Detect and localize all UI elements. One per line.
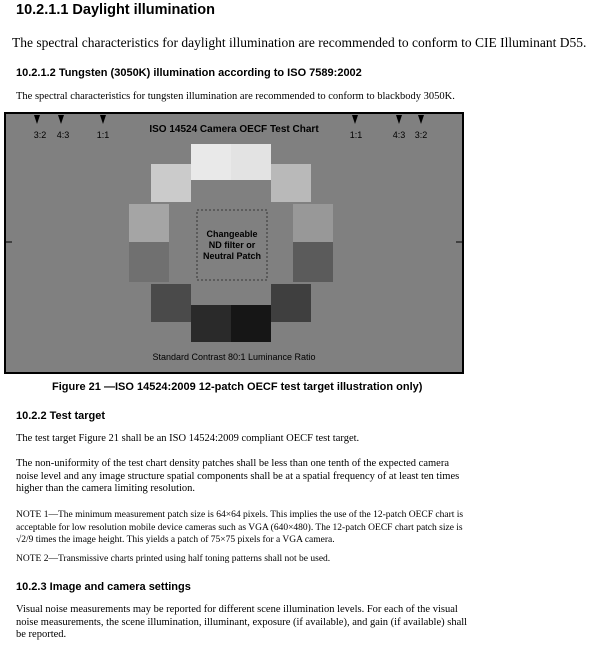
note-1 <box>16 509 463 547</box>
center-label-line-3: Neutral Patch <box>202 251 262 261</box>
note-2: NOTE 2—Transmissive charts printed using half toning patterns shall not be used. <box>16 554 331 564</box>
test-target-p2-line: higher than the camera limiting resolution. <box>16 483 196 494</box>
patch-6 <box>293 204 333 242</box>
patch-1 <box>191 144 231 180</box>
patch-11 <box>191 305 231 342</box>
ratio-label-right-11: 1:1 <box>349 130 363 140</box>
contrast-label: Standard Contrast 80:1 Luminance Ratio <box>152 352 316 362</box>
heading-image-camera: 10.2.3 Image and camera settings <box>16 581 191 593</box>
chart-title: ISO 14524 Camera OECF Test Chart <box>149 124 319 135</box>
patch-3 <box>151 164 191 202</box>
note-1-line: NOTE 1—The minimum measurement patch size is 64×64 pixels. This implies the use of the 12-patch OECF chart is <box>16 510 464 520</box>
image-camera-line: be reported. <box>16 629 67 640</box>
patch-10 <box>271 284 311 322</box>
figure-caption: Figure 21 —ISO 14524:2009 12-patch OECF test target illustration only) <box>52 381 423 393</box>
patch-8 <box>293 242 333 282</box>
test-target-p1: The test target Figure 21 shall be an ISO 14524:2009 compliant OECF test target. <box>16 433 360 444</box>
image-camera-text <box>16 604 467 642</box>
ratio-label-left-32: 3:2 <box>33 130 47 140</box>
patch-12 <box>231 305 271 342</box>
heading-tungsten: 10.2.1.2 Tungsten (3050K) illumination according to ISO 7589:2002 <box>16 67 362 79</box>
heading-test-target: 10.2.2 Test target <box>16 410 106 422</box>
test-target-p2 <box>16 458 459 496</box>
tungsten-text: The spectral characteristics for tungsten illumination are recommended to conform to blackbody 3050K. <box>16 91 455 102</box>
ratio-label-left-11: 1:1 <box>96 130 110 140</box>
test-target-p2-line: noise level and any image structure spatial components shall be at a spatial frequency of at least ten times <box>16 470 460 482</box>
ratio-label-right-43: 4:3 <box>392 130 406 140</box>
patch-5 <box>129 204 169 242</box>
image-camera-line: noise measurements, the scene illumination, illuminant, exposure (if available), and gain (if available) shall <box>16 616 468 628</box>
note-1-line: √2/9 times the image height. This yields a patch of 75×75 pixels for a VGA camera. <box>16 535 335 545</box>
patch-2 <box>231 144 271 180</box>
image-camera-line: Visual noise measurements may be reported for different scene illumination levels. For each of the visual <box>16 604 458 615</box>
heading-daylight: 10.2.1.1 Daylight illumination <box>16 2 216 18</box>
ratio-label-left-43: 4:3 <box>56 130 70 140</box>
note-1-line: acceptable for low resolution mobile device cameras such as VGA (640×480). The 12-patch OECF chart patch size is <box>16 522 463 533</box>
test-target-p2-line: The non-uniformity of the test chart density patches shall be less than one tenth of the expected camera <box>16 458 449 469</box>
patch-9 <box>151 284 191 322</box>
center-label-line-2: ND filter or <box>208 240 256 250</box>
center-label-line-1: Changeable <box>206 229 258 239</box>
ratio-label-right-32: 3:2 <box>414 130 428 140</box>
patch-4 <box>271 164 311 202</box>
patch-7 <box>129 242 169 282</box>
oecf-chart-figure <box>4 112 464 374</box>
daylight-text: The spectral characteristics for daylight illumination are recommended to conform to CIE Illuminant D55. <box>12 35 587 50</box>
